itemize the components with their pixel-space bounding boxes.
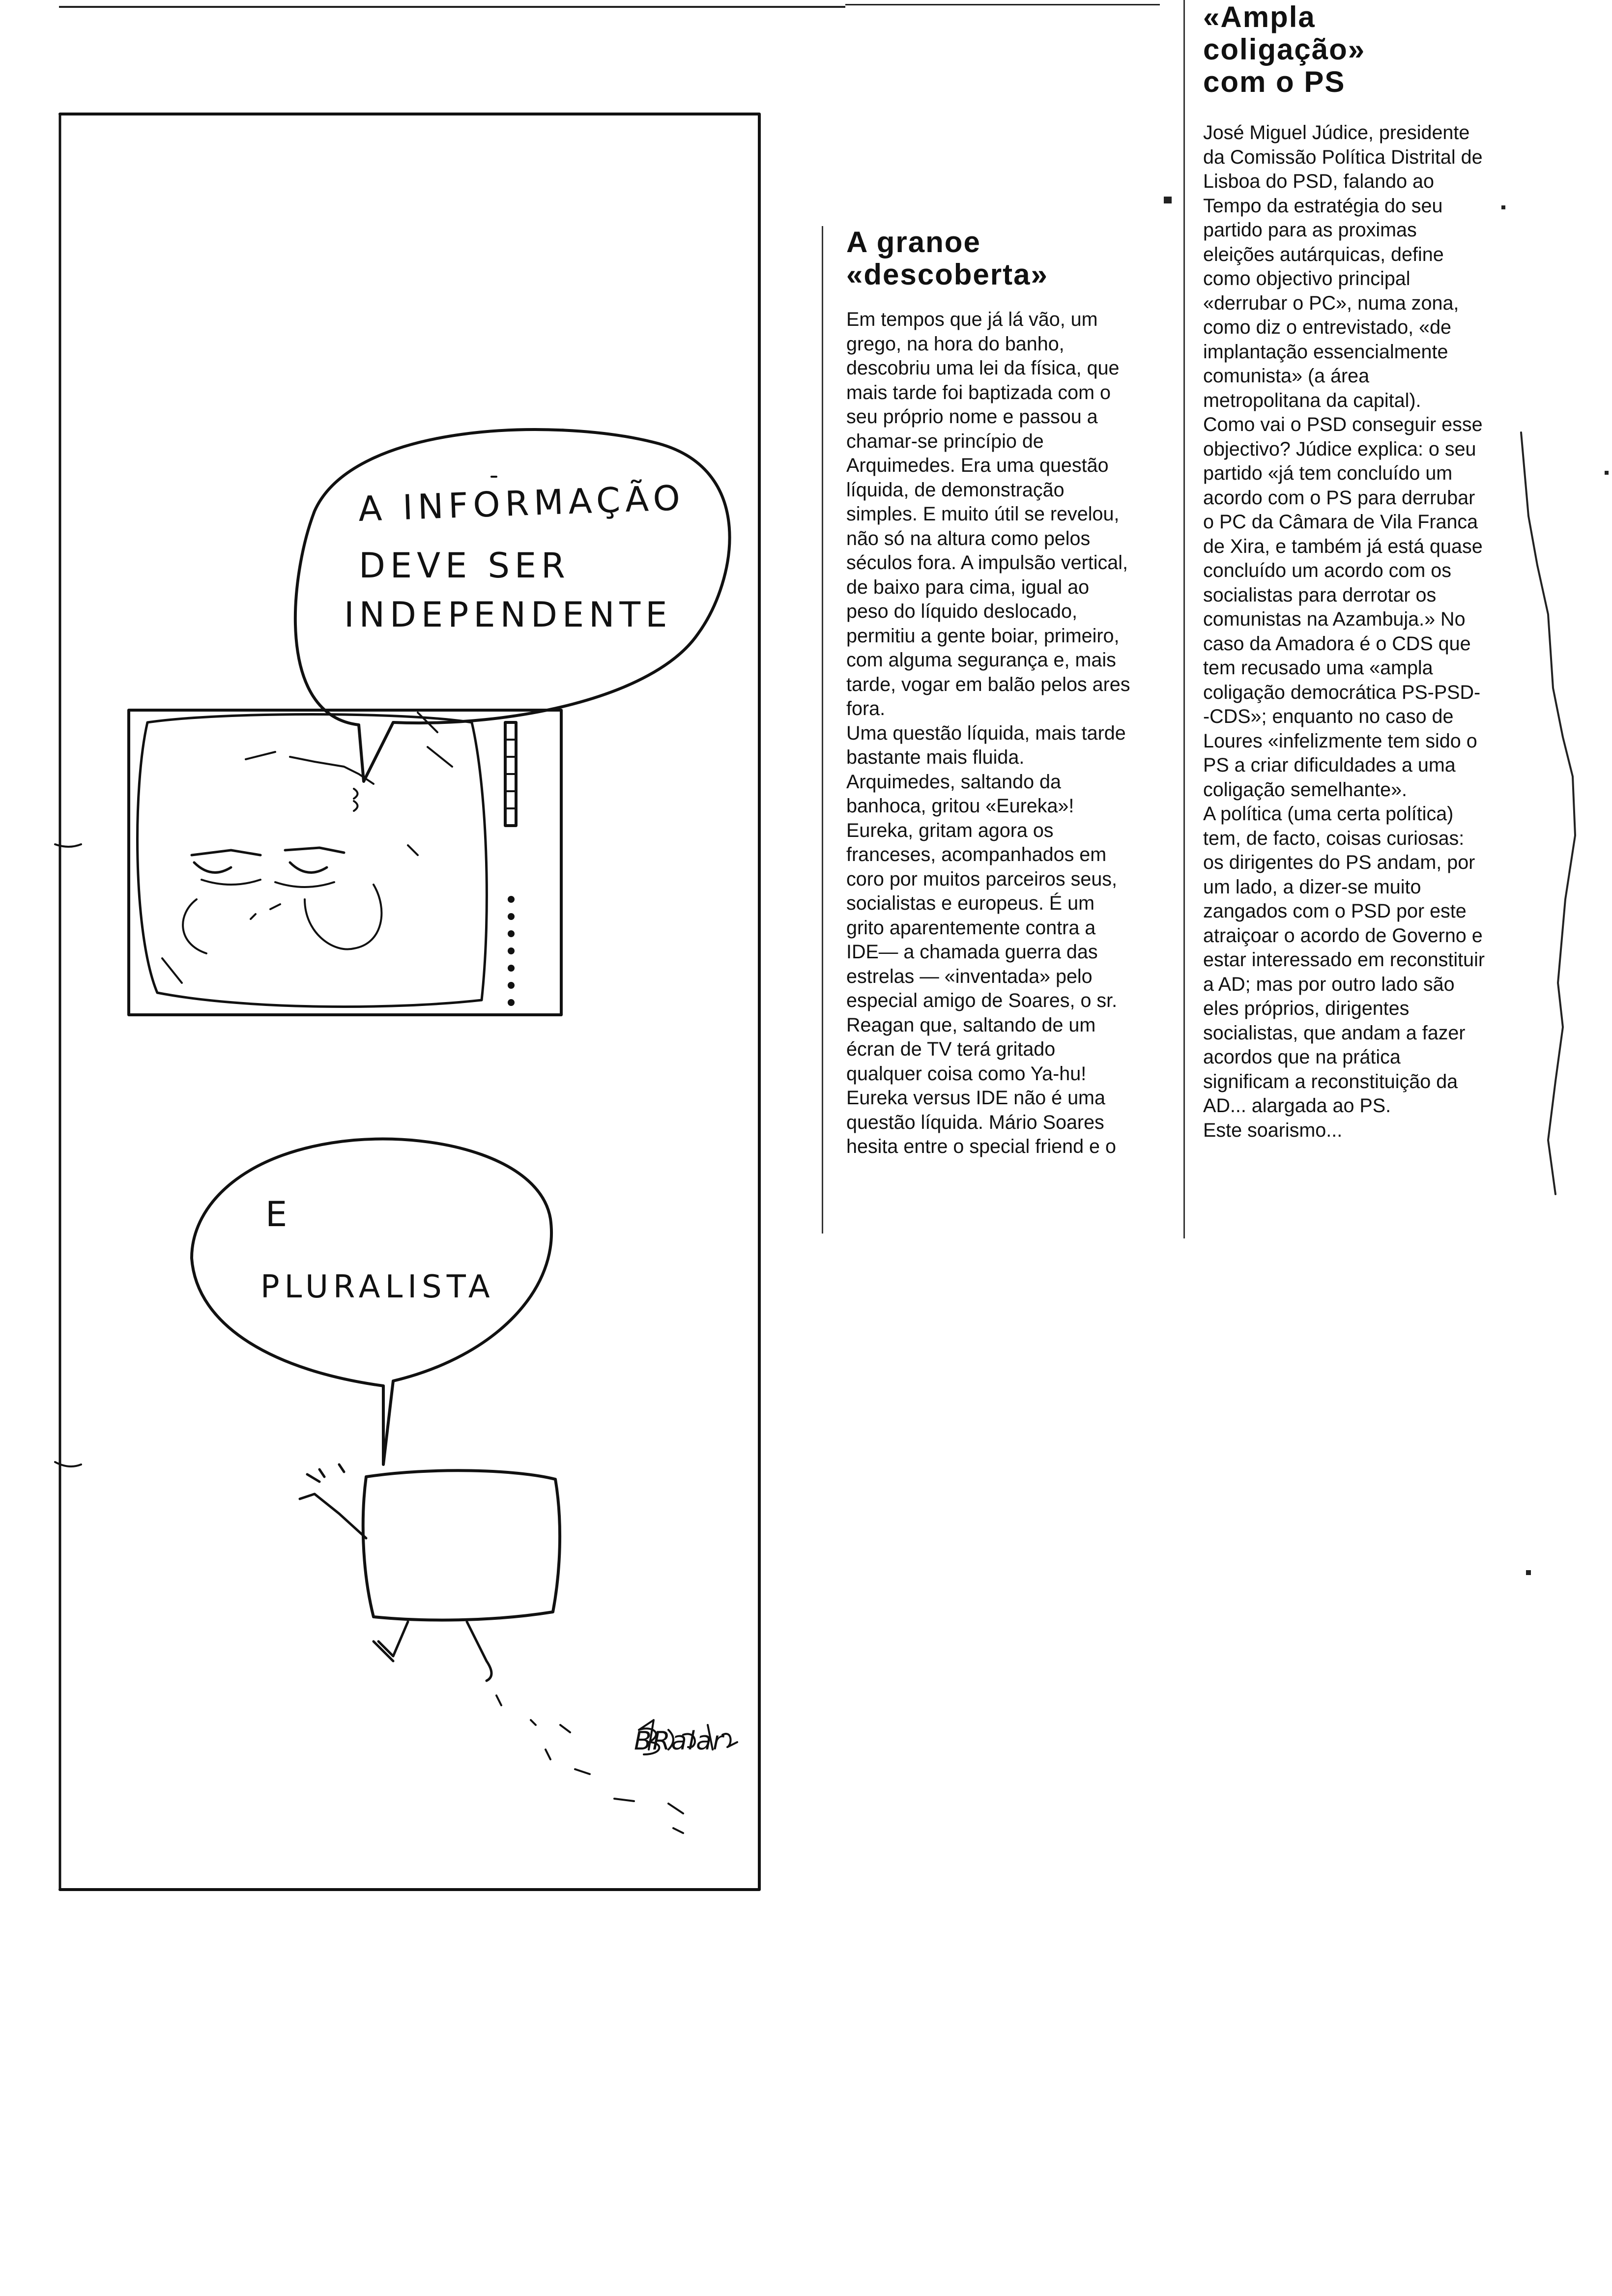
bubble-top-line-1: A INFORMAÇÃO (357, 477, 686, 529)
text-line: Arquimedes. Era uma questão (846, 455, 1109, 476)
text-line: como diz o entrevistado, «de (1203, 316, 1452, 338)
text-line: líquida, de demonstração (846, 479, 1065, 501)
text-line: coligação semelhante». (1203, 778, 1408, 801)
text-line: socialistas, que andam a fazer (1203, 1022, 1466, 1044)
bubble-bottom-line-2: PLURALISTA (260, 1269, 495, 1305)
text-line: écran de TV terá gritado (846, 1038, 1056, 1060)
text-line: significam a reconstituição da (1203, 1070, 1458, 1092)
text-line: IDE— a chamada guerra das (846, 941, 1098, 963)
text-line: eles próprios, dirigentes (1203, 998, 1410, 1019)
text-line: Lisboa do PSD, falando ao (1203, 171, 1434, 192)
text-line: bastante mais fluida. (846, 746, 1025, 768)
text-line: banhoca, gritou «Eureka»! (846, 795, 1074, 817)
text-line: qualquer coisa como Ya-hu! (846, 1062, 1087, 1085)
text-line: metropolitana da capital). (1203, 389, 1421, 411)
text-line: chamar-se princípio de (846, 430, 1044, 452)
headline-line: «descoberta» (846, 258, 1048, 291)
headline-line: A granoe (846, 226, 981, 258)
left-column-rule (822, 226, 823, 1234)
cartoon-signature: BRalar (634, 1726, 724, 1756)
text-line: partido para as proximas (1203, 219, 1417, 241)
text-line: AD... alargada ao PS. (1203, 1095, 1391, 1117)
text-line: Este soarismo... (1203, 1119, 1343, 1141)
text-line: de baixo para cima, igual ao (846, 576, 1090, 598)
article-coligacao-body (1203, 121, 1577, 1143)
text-line: caso da Amadora é o CDS que (1203, 632, 1471, 655)
text-line: socialistas e europeus. É um (846, 892, 1094, 914)
dot-mark-2 (1605, 471, 1609, 475)
text-line: Tempo da estratégia do seu (1203, 195, 1443, 217)
text-line: José Miguel Júdice, presidente (1203, 122, 1470, 144)
text-line: estar interessado em reconstituir (1203, 949, 1485, 971)
text-line: hesita entre o special friend e o (846, 1136, 1116, 1157)
tv-set-icon (129, 710, 561, 1015)
text-line: questão líquida. Mário Soares (846, 1111, 1104, 1133)
article-coligacao-headline (1203, 1, 1577, 98)
text-line: da Comissão Política Distrital de (1203, 146, 1483, 168)
text-line: os dirigentes do PS andam, por (1203, 852, 1475, 873)
headline-line: coligação» (1203, 33, 1366, 66)
text-line: coligação democrática PS-PSD- (1203, 681, 1481, 703)
article-descoberta-headline (846, 226, 1190, 291)
text-line: estrelas — «inventada» pelo (846, 965, 1093, 987)
text-line: comunistas na Azambuja.» No (1203, 608, 1466, 630)
text-line: acordo com o PS para derrubar (1203, 487, 1475, 509)
text-line: descobriu uma lei da física, que (846, 357, 1120, 379)
short-mark (1164, 197, 1172, 203)
article-descoberta-body (846, 308, 1190, 1159)
text-line: zangados com o PSD por este (1203, 900, 1467, 922)
text-line: peso do líquido deslocado, (846, 601, 1077, 622)
text-line: como objectivo principal (1203, 268, 1410, 289)
text-line: objectivo? Júdice explica: o seu (1203, 438, 1476, 460)
dot-mark-3 (1526, 1570, 1531, 1575)
text-line: de Xira, e também já está quase (1203, 535, 1483, 557)
text-line: socialistas para derrotar os (1203, 584, 1437, 606)
text-line: partido «já tem concluído um (1203, 462, 1453, 484)
text-line: eleições autárquicas, define (1203, 243, 1444, 265)
text-line: «derrubar o PC», numa zona, (1203, 292, 1459, 314)
text-line: PS a criar dificuldades a uma (1203, 754, 1456, 776)
text-line: -CDS»; enquanto no caso de (1203, 706, 1454, 727)
text-line: Em tempos que já lá vão, um (846, 309, 1098, 330)
text-line: especial amigo de Soares, o sr. (846, 990, 1118, 1011)
text-line: comunista» (a área (1203, 365, 1370, 387)
article-ampla-coligacao (1203, 0, 1577, 1143)
bubble-bottom-line-1: E (265, 1194, 292, 1234)
text-line: Eureka versus IDE não é uma (846, 1087, 1105, 1109)
text-line: seu próprio nome e passou a (846, 406, 1098, 428)
text-line: tem recusado uma «ampla (1203, 657, 1433, 679)
text-line: simples. E muito útil se revelou, (846, 503, 1120, 525)
text-line: permitiu a gente boiar, primeiro, (846, 625, 1120, 647)
walking-tv-character-icon (300, 1464, 683, 1833)
bubble-top-line-3: INDEPENDENTE (344, 595, 672, 635)
cartoon-frame (60, 114, 759, 1890)
bubble-top-line-2: DEVE SER (359, 545, 570, 586)
text-line: acordos que na prática (1203, 1046, 1401, 1068)
text-line: com alguma segurança e, mais (846, 649, 1116, 671)
text-line: grego, na hora do banho, (846, 333, 1065, 355)
text-line: fora. (846, 698, 886, 719)
text-line: não só na altura como pelos (846, 527, 1091, 549)
text-line: o PC da Câmara de Vila Franca (1203, 511, 1478, 533)
text-line: tarde, vogar em balão pelos ares (846, 673, 1130, 695)
text-line: grito aparentemente contra a (846, 917, 1096, 939)
headline-line: «Ampla (1203, 0, 1316, 33)
text-line: coro por muitos parceiros seus, (846, 868, 1118, 890)
article-descoberta (846, 226, 1190, 1159)
text-line: Arquimedes, saltando da (846, 771, 1061, 793)
text-line: Como vai o PSD conseguir esse (1203, 414, 1483, 435)
text-line: implantação essencialmente (1203, 341, 1448, 363)
text-line: Eureka, gritam agora os (846, 819, 1054, 841)
text-line: Uma questão líquida, mais tarde (846, 722, 1126, 744)
text-line: a AD; mas por outro lado são (1203, 973, 1455, 995)
text-line: franceses, acompanhados em (846, 844, 1107, 865)
text-line: séculos fora. A impulsão vertical, (846, 552, 1128, 574)
text-line: um lado, a dizer-se muito (1203, 876, 1421, 898)
text-line: Reagan que, saltando de um (846, 1014, 1096, 1036)
text-line: tem, de facto, coisas curiosas: (1203, 827, 1465, 849)
text-line: Loures «infelizmente tem sido o (1203, 730, 1477, 752)
text-line: A política (uma certa política) (1203, 803, 1454, 825)
text-line: concluído um acordo com os (1203, 560, 1451, 581)
text-line: atraiçoar o acordo de Governo e (1203, 924, 1483, 947)
text-line: mais tarde foi baptizada com o (846, 381, 1111, 403)
headline-line: com o PS (1203, 65, 1346, 98)
